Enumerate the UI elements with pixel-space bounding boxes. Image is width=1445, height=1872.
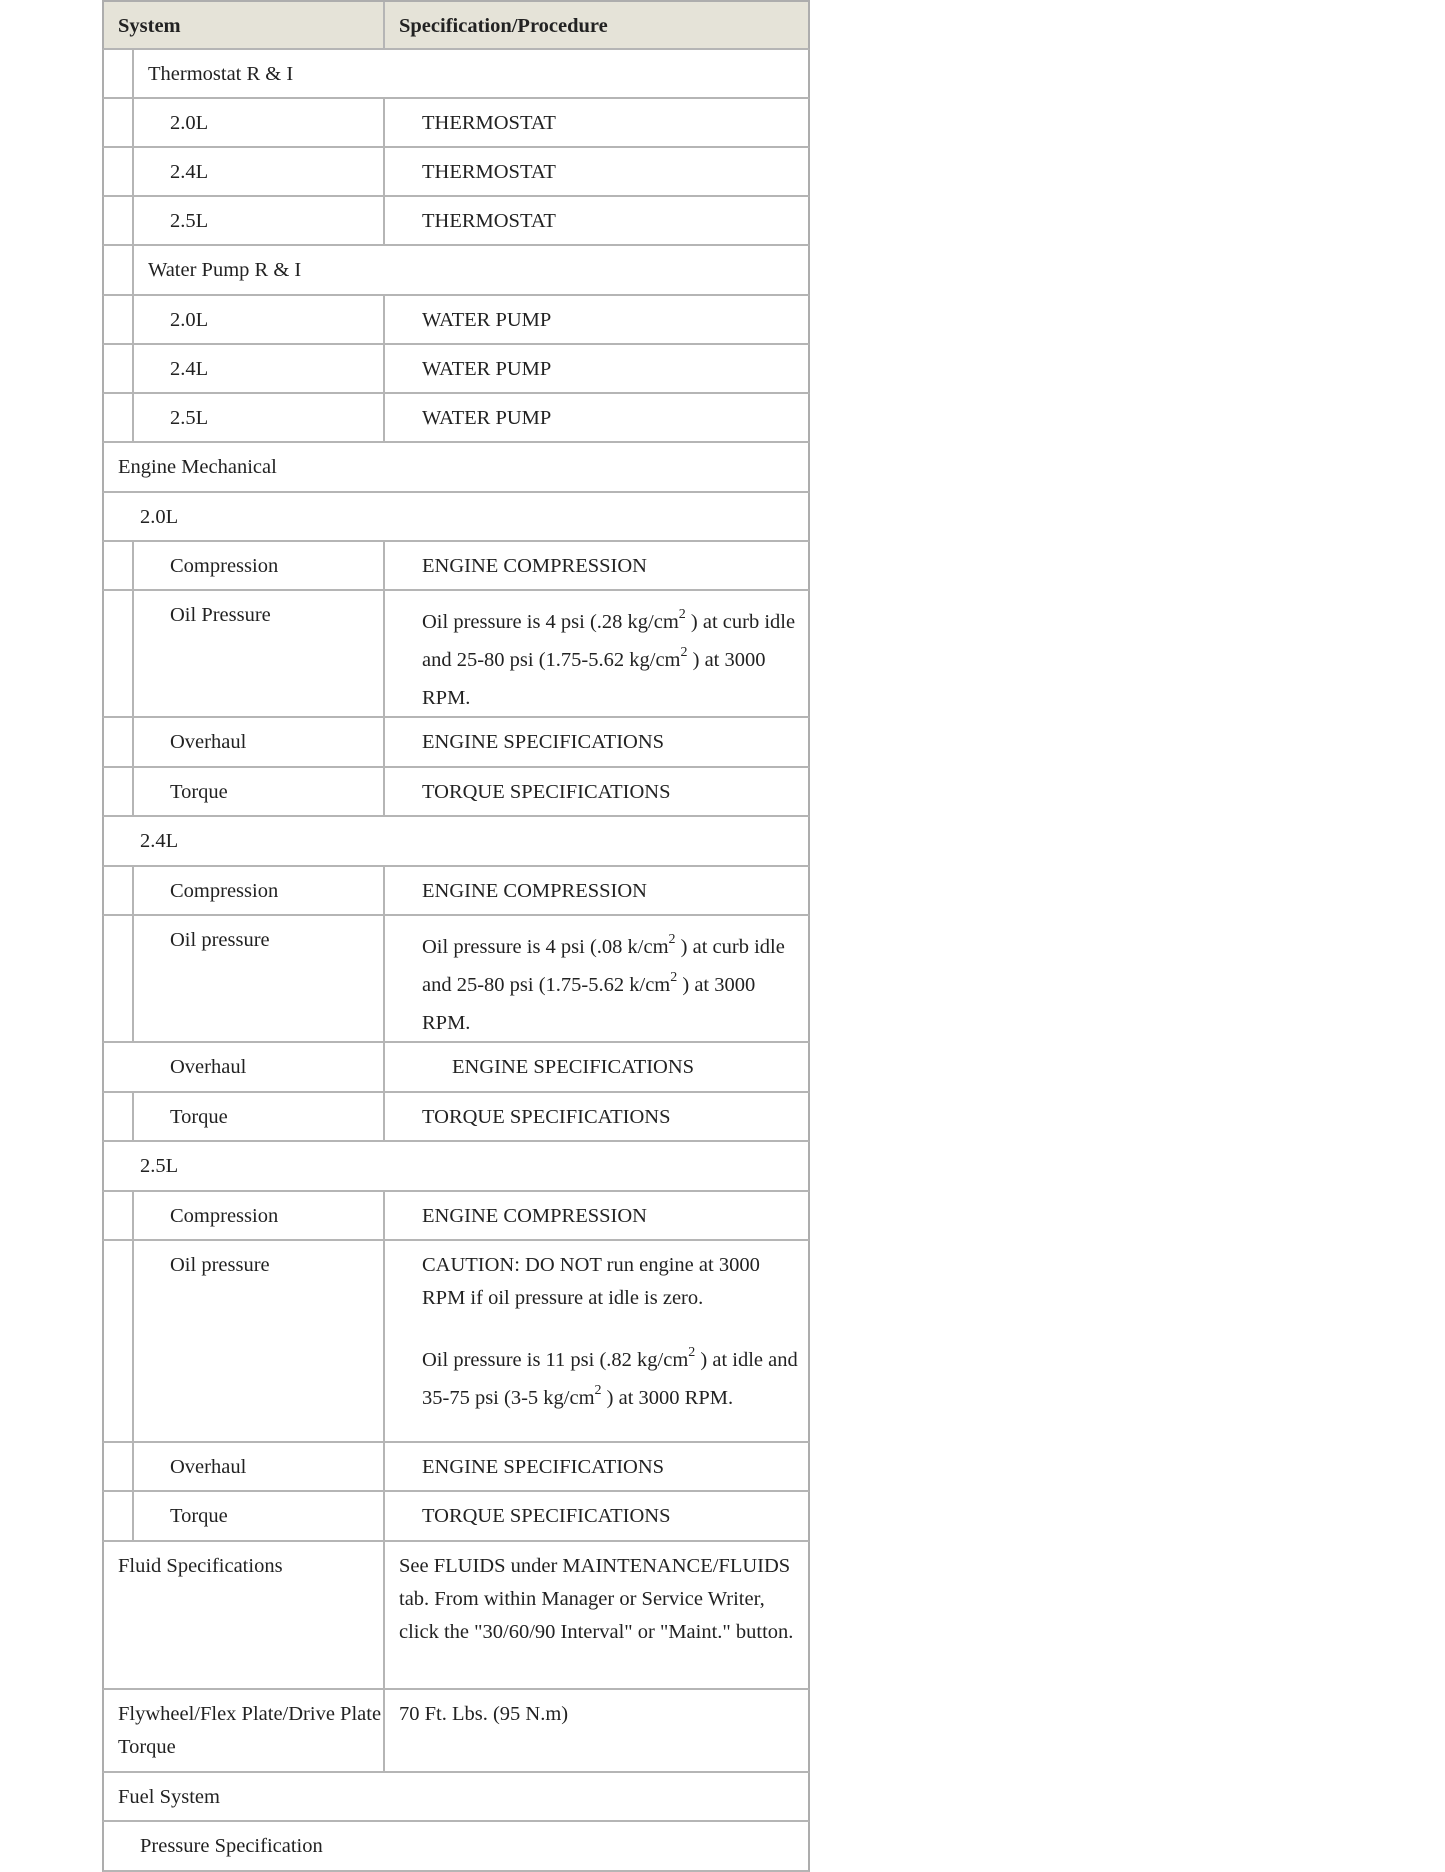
table-row	[102, 1492, 810, 1542]
indent-cell	[104, 916, 134, 1041]
table-row	[102, 296, 810, 345]
spec-link[interactable]: ENGINE SPECIFICATIONS	[452, 1056, 695, 1078]
spec-link[interactable]: WATER PUMP	[422, 309, 552, 331]
fluid-label: Fluid Specifications	[104, 1542, 385, 1688]
subsection-row-2-4l	[102, 817, 810, 867]
item-label: Torque	[134, 1093, 385, 1140]
spec-link[interactable]: ENGINE COMPRESSION	[422, 555, 647, 577]
spec-link[interactable]: ENGINE SPECIFICATIONS	[422, 731, 665, 753]
indent-cell	[104, 50, 134, 97]
indent-cell	[104, 867, 134, 914]
spec-link[interactable]: ENGINE COMPRESSION	[422, 1205, 647, 1227]
indent-cell	[104, 246, 134, 294]
item-label: Oil pressure	[134, 1241, 385, 1441]
oil-pressure-text: Oil pressure is 11 psi (.82 $kg/cm^2$ ) at idle and 35-75 psi (3-5 $kg/cm^2$ ) at 3000 RPM.	[422, 1345, 798, 1409]
spec-link[interactable]: ENGINE SPECIFICATIONS	[422, 1456, 665, 1478]
spec-link[interactable]: TORQUE SPECIFICATIONS	[422, 781, 671, 803]
table-header-row	[102, 0, 810, 50]
engine-2-5l-label: 2.5L	[140, 1155, 179, 1177]
item-label: Overhaul	[134, 718, 385, 766]
header-system: System	[104, 2, 385, 48]
spec-link[interactable]: THERMOSTAT	[422, 161, 556, 183]
subsection-row-2-5l	[102, 1142, 810, 1192]
header-spec: Specification/Procedure	[399, 15, 608, 37]
section-row-engine-mechanical	[102, 443, 810, 493]
item-label: Compression	[134, 867, 385, 914]
table-row	[102, 1192, 810, 1241]
table-row	[102, 197, 810, 246]
engine-cell: 2.5L	[134, 394, 385, 441]
indent-cell	[104, 197, 134, 244]
table-row	[102, 1043, 810, 1093]
indent-cell	[104, 1093, 134, 1140]
spec-link[interactable]: THERMOSTAT	[422, 210, 556, 232]
table-row	[102, 768, 810, 817]
indent-cell	[104, 345, 134, 392]
spec-link[interactable]: WATER PUMP	[422, 358, 552, 380]
indent-cell	[104, 591, 134, 716]
indent-cell	[104, 99, 134, 146]
item-label: Compression	[134, 542, 385, 589]
engine-cell: 2.0L	[134, 99, 385, 146]
oil-pressure-spec	[385, 1241, 808, 1441]
spec-table	[102, 0, 810, 1872]
spec-link[interactable]: TORQUE SPECIFICATIONS	[422, 1505, 671, 1527]
spec-link[interactable]: TORQUE SPECIFICATIONS	[422, 1106, 671, 1128]
table-row-flywheel	[102, 1690, 810, 1773]
caution-text: CAUTION: DO NOT run engine at 3000 RPM if oil pressure at idle is zero.	[422, 1254, 760, 1309]
item-label: Torque	[134, 1492, 385, 1540]
engine-cell: 2.5L	[134, 197, 385, 244]
item-label: Overhaul	[104, 1043, 385, 1091]
spec-link[interactable]: WATER PUMP	[422, 407, 552, 429]
item-label: Oil Pressure	[134, 591, 385, 716]
section-row-water-pump	[102, 246, 810, 296]
table-row	[102, 99, 810, 148]
table-row	[102, 867, 810, 916]
indent-cell	[104, 296, 134, 343]
flywheel-label: Flywheel/Flex Plate/Drive Plate Torque	[104, 1690, 385, 1771]
engine-cell: 2.4L	[134, 345, 385, 392]
spec-link[interactable]: THERMOSTAT	[422, 112, 556, 134]
thermostat-label: Thermostat R & I	[148, 63, 294, 85]
pressure-specification-label: Pressure Specification	[140, 1835, 323, 1857]
item-label: Oil pressure	[134, 916, 385, 1041]
indent-cell	[104, 542, 134, 589]
section-row-thermostat	[102, 50, 810, 99]
table-row	[102, 345, 810, 394]
table-row	[102, 1443, 810, 1492]
indent-cell	[104, 1492, 134, 1540]
indent-cell	[104, 768, 134, 815]
indent-cell	[104, 1241, 134, 1441]
table-row	[102, 591, 810, 718]
table-row	[102, 916, 810, 1043]
subsection-row-pressure-specification	[102, 1822, 810, 1872]
indent-cell	[104, 718, 134, 766]
engine-2-0l-label: 2.0L	[140, 506, 179, 528]
flywheel-spec: 70 Ft. Lbs. (95 N.m)	[399, 1703, 569, 1725]
engine-cell: 2.4L	[134, 148, 385, 195]
fuel-system-label: Fuel System	[118, 1786, 220, 1808]
table-row	[102, 1241, 810, 1443]
paragraph-gap	[422, 1315, 798, 1341]
indent-cell	[104, 148, 134, 195]
table-row	[102, 394, 810, 443]
indent-cell	[104, 394, 134, 441]
table-row-fluid-specifications	[102, 1542, 810, 1690]
oil-pressure-spec: Oil pressure is 4 psi (.08 $k/cm^2$ ) at curb idle and 25-80 psi (1.75-5.62 $k/cm^2$ ) at 3000 RPM.	[422, 932, 785, 1034]
table-row	[102, 1093, 810, 1142]
water-pump-label: Water Pump R & I	[148, 259, 302, 281]
engine-mechanical-label: Engine Mechanical	[118, 456, 277, 478]
item-label: Torque	[134, 768, 385, 815]
table-row	[102, 148, 810, 197]
engine-2-4l-label: 2.4L	[140, 830, 179, 852]
table-row	[102, 718, 810, 768]
indent-cell	[104, 1443, 134, 1490]
table-row	[102, 542, 810, 591]
indent-cell	[104, 1192, 134, 1239]
spec-link[interactable]: ENGINE COMPRESSION	[422, 880, 647, 902]
fluid-spec: See FLUIDS under MAINTENANCE/FLUIDS tab. From within Manager or Service Writer, click the "30/60/90 Interval" or "Maint." button.	[399, 1555, 794, 1643]
oil-pressure-spec: Oil pressure is 4 psi (.28 $kg/cm^2$ ) at curb idle and 25-80 psi (1.75-5.62 $kg/cm^2$ ) at 3000 RPM.	[422, 607, 796, 709]
section-row-fuel-system	[102, 1773, 810, 1822]
engine-cell: 2.0L	[134, 296, 385, 343]
subsection-row-2-0l	[102, 493, 810, 542]
item-label: Overhaul	[134, 1443, 385, 1490]
item-label: Compression	[134, 1192, 385, 1239]
